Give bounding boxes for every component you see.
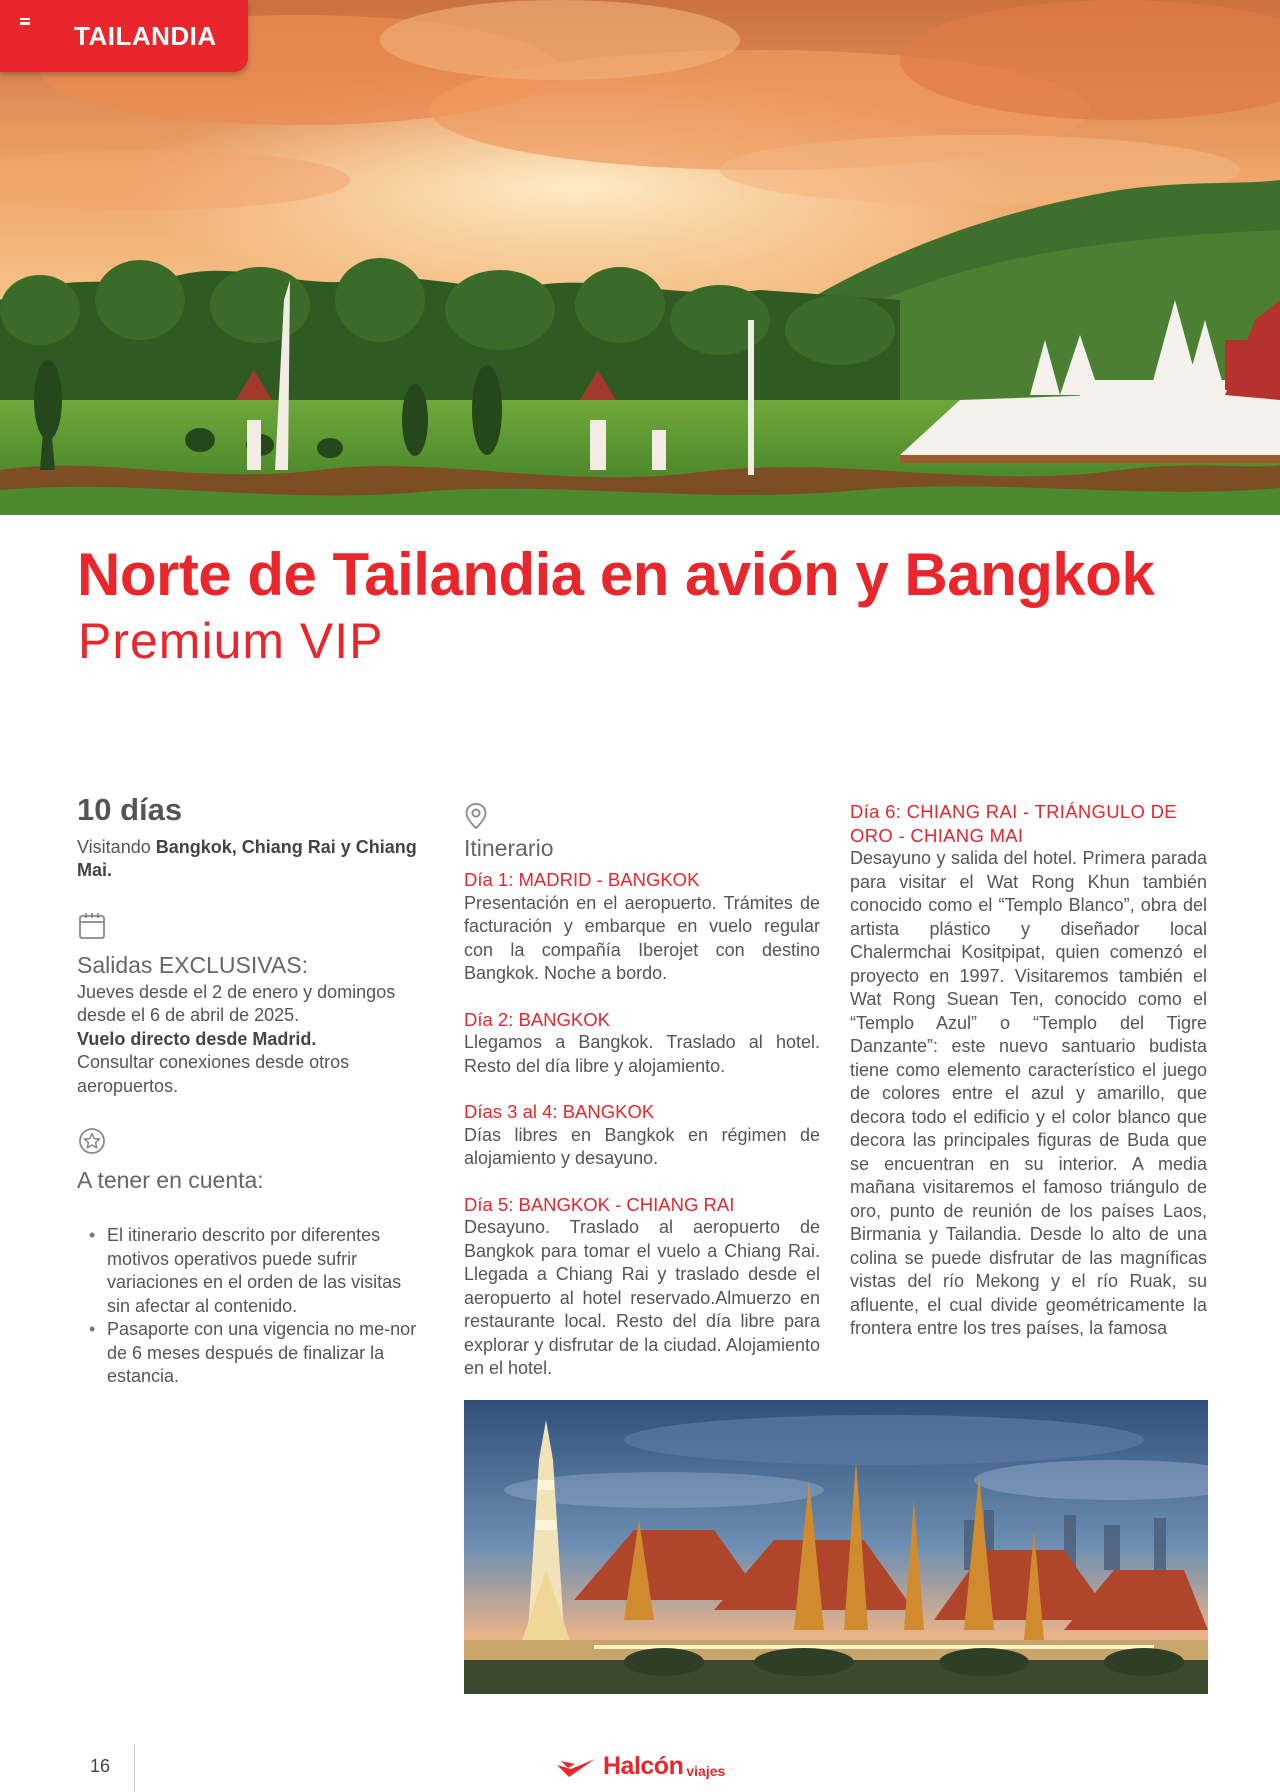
- day-text: Presentación en el aeropuerto. Trámites de facturación y embarque en vuelo regular con la compañía Iberojet con destino Bangkok. Noche a bordo.: [464, 892, 820, 983]
- direct-flight-note: Vuelo directo desde Madrid.: [77, 1028, 317, 1049]
- day-text: Desayuno. Traslado al aeropuerto de Bangkok para tomar el vuelo a Chiang Rai. Llegada a Chiang Rai y traslado desde el aeropuerto al hotel reservado.Almuerzo en restaurante local. Resto del día libre para explorar y disfrutar de la ciudad. Alojamiento en el hotel.: [464, 1217, 820, 1378]
- chiang-mai-temple-landscape-image: [0, 0, 1280, 515]
- menu-lines-icon: [20, 18, 30, 25]
- page-subtitle: Premium VIP: [78, 613, 384, 669]
- list-item: • Pasaporte con una vigencia no me-nor de 6 meses después de finalizar la estancia.: [107, 1318, 417, 1389]
- day-title: Día 2: BANGKOK: [464, 1008, 610, 1030]
- day-title: Día 5: BANGKOK - CHIANG RAI: [464, 1193, 735, 1215]
- day-text: Llegamos a Bangkok. Traslado al hotel. Resto del día libre y alojamiento.: [464, 1032, 820, 1076]
- page-title: Norte de Tailandia en avión y Bangkok: [77, 541, 1155, 608]
- day-text: Desayuno y salida del hotel. Primera parada para visitar el Wat Rong Khun también conocido como el “Templo Blanco”, obra del artista plástico y diseñador local Chalermchai Kositpipat, quien comenzó el proyecto en 1997. Visitaremos también el Wat Rong Suean Ten, conocido como el “Templo Azul” o “Templo del Tigre Danzante”: este nuevo santuario budista tiene como elemento característico el juego de colores entre el azul y amarillo, que decora todo el edificio y el color blanco que decora las principales figuras de Buda que se encuentran en su interior. A media mañana visitaremos el famoso triángulo de oro, punto de reunión de los países Laos, Birmania y Tailandia. Desde lo alto de una colina se puede disfrutar de las magníficas vistas del río Mekong y el río Ruak, su afluente, el cual divide geométricamente la frontera entre los tres países, la famosa: [850, 848, 1207, 1338]
- itinerary-day6-column: [850, 800, 1207, 1341]
- day-title: Días 3 al 4: BANGKOK: [464, 1101, 655, 1122]
- itinerary-day: [464, 1193, 820, 1381]
- list-item: • El itinerario descrito por diferentes motivos operativos puede sufrir variaciones en el orden de las visitas sin afectar al contenido.: [107, 1224, 417, 1318]
- country-tag: [0, 0, 248, 72]
- itinerary-day: [464, 868, 820, 986]
- itinerary-day: [464, 1100, 820, 1171]
- notes-list: [77, 1224, 417, 1389]
- page-number: 16: [90, 1756, 111, 1776]
- star-badge-icon: [77, 1126, 107, 1156]
- itinerary-heading: Itinerario: [464, 835, 554, 861]
- visiting-places: Bangkok, Chiang Rai y Chiang Mai.: [77, 836, 417, 880]
- day-title: Día 6: CHIANG RAI - TRIÁNGULO DE ORO - CHIANG MAI: [850, 801, 1177, 846]
- brand-sub: viajes: [686, 1763, 726, 1779]
- footer-divider: [134, 1744, 135, 1792]
- visiting-text: Visitando Bangkok, Chiang Rai y Chiang Mai.: [77, 836, 417, 880]
- location-pin-icon: [464, 802, 488, 830]
- halcon-wing-icon: [555, 1757, 597, 1781]
- grand-palace-bangkok-image: [464, 1400, 1208, 1694]
- itinerary-column: [464, 790, 820, 1381]
- day-title: Día 1: MADRID - BANGKOK: [464, 869, 700, 890]
- hero-photo: [0, 0, 1280, 515]
- trip-duration: 10 días: [77, 792, 183, 827]
- halcon-viajes-logo: [555, 1752, 725, 1781]
- calendar-icon: [77, 911, 107, 941]
- bangkok-temple-photo: [464, 1400, 1208, 1694]
- notes-heading: A tener en cuenta:: [77, 1167, 264, 1193]
- itinerary-day: [464, 1008, 820, 1079]
- summary-column: [77, 790, 417, 1389]
- day-text: Días libres en Bangkok en régimen de alojamiento y desayuno.: [464, 1124, 820, 1168]
- departures-text: Jueves desde el 2 de enero y domingos desde el 6 de abril de 2025. Vuelo directo desde Madrid. Consultar conexiones desde otros aeropuertos.: [77, 981, 396, 1096]
- brand-name: Halcón: [603, 1752, 684, 1780]
- departures-heading: Salidas EXCLUSIVAS:: [77, 951, 308, 978]
- country-tag-label: TAILANDIA: [74, 20, 217, 51]
